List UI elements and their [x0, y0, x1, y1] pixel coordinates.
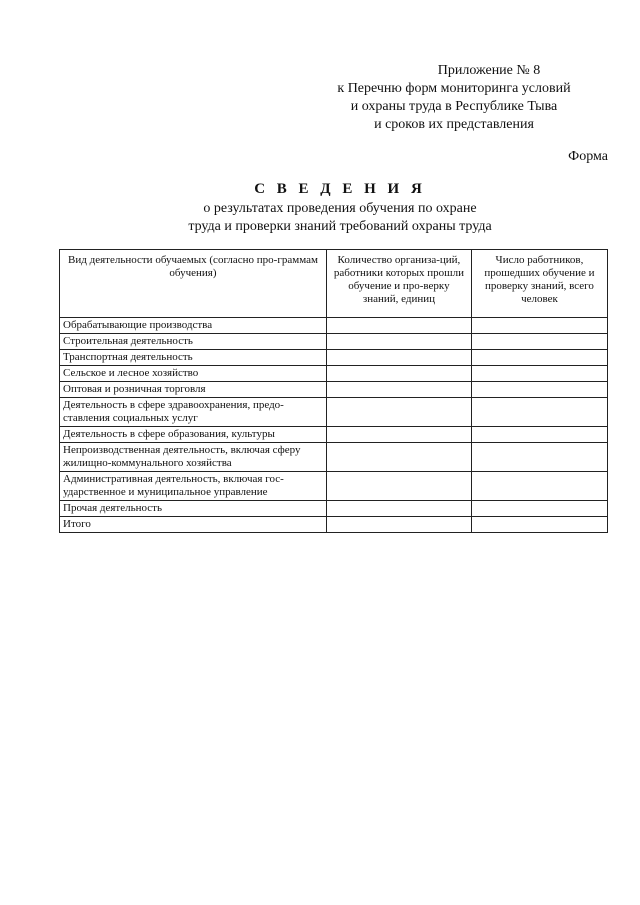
organizations-cell[interactable]	[326, 427, 471, 443]
appendix-number: Приложение № 8	[437, 63, 541, 78]
organizations-cell[interactable]	[326, 350, 471, 366]
row-label: Оптовая и розничная торговля	[60, 382, 327, 398]
row-label: Прочая деятельность	[60, 501, 327, 517]
appendix-reference-line-2: и охраны труда в Республике Тыва	[350, 99, 558, 114]
row-label: Обрабатывающие производства	[60, 318, 327, 334]
workers-cell[interactable]	[471, 517, 607, 533]
table-row	[60, 382, 608, 398]
table-row	[60, 472, 608, 501]
row-label: Сельское и лесное хозяйство	[60, 366, 327, 382]
workers-cell[interactable]	[471, 350, 607, 366]
organizations-cell[interactable]	[326, 382, 471, 398]
appendix-header	[304, 62, 604, 134]
row-label: Деятельность в сфере образования, культуры	[60, 427, 327, 443]
row-label: Непроизводственная деятельность, включая сферу жилищно-коммунального хозяйства	[60, 443, 327, 472]
row-label: Транспортная деятельность	[60, 350, 327, 366]
report-table	[59, 249, 608, 533]
document-title: С В Е Д Е Н И Я	[254, 181, 426, 197]
workers-cell[interactable]	[471, 382, 607, 398]
workers-cell[interactable]	[471, 398, 607, 427]
table-row-total	[60, 517, 608, 533]
organizations-cell[interactable]	[326, 517, 471, 533]
workers-cell[interactable]	[471, 366, 607, 382]
subtitle-line-1: о результатах проведения обучения по охране	[203, 201, 477, 216]
table-row	[60, 443, 608, 472]
table-header-row	[60, 250, 608, 318]
organizations-cell[interactable]	[326, 318, 471, 334]
appendix-reference-line-1: к Перечню форм мониторинга условий	[337, 81, 571, 96]
organizations-cell[interactable]	[326, 366, 471, 382]
form-label: Форма	[568, 149, 608, 164]
row-label: Итого	[60, 517, 327, 533]
row-label: Строительная деятельность	[60, 334, 327, 350]
row-label: Административная деятельность, включая гос-ударственное и муниципальное управление	[60, 472, 327, 501]
header-workers-count: Число работников, прошедших обучение и проверку знаний, всего человек	[471, 250, 607, 318]
table-row	[60, 318, 608, 334]
workers-cell[interactable]	[471, 472, 607, 501]
table-row	[60, 501, 608, 517]
table-row	[60, 427, 608, 443]
subtitle-line-2: труда и проверки знаний требований охраны труда	[188, 219, 492, 234]
organizations-cell[interactable]	[326, 334, 471, 350]
organizations-cell[interactable]	[326, 443, 471, 472]
workers-cell[interactable]	[471, 501, 607, 517]
organizations-cell[interactable]	[326, 501, 471, 517]
table-row	[60, 334, 608, 350]
row-label: Деятельность в сфере здравоохранения, предо-ставления социальных услуг	[60, 398, 327, 427]
header-activity-type: Вид деятельности обучаемых (согласно про-граммам обучения)	[60, 250, 327, 318]
appendix-reference-line-3: и сроков их представления	[374, 117, 534, 132]
table-row	[60, 366, 608, 382]
workers-cell[interactable]	[471, 334, 607, 350]
document-subtitle	[0, 200, 640, 236]
workers-cell[interactable]	[471, 427, 607, 443]
organizations-cell[interactable]	[326, 398, 471, 427]
table-row	[60, 398, 608, 427]
header-organizations-count: Количество организа-ций, работники которых прошли обучение и про-верку знаний, единиц	[326, 250, 471, 318]
workers-cell[interactable]	[471, 443, 607, 472]
workers-cell[interactable]	[471, 318, 607, 334]
table-row	[60, 350, 608, 366]
organizations-cell[interactable]	[326, 472, 471, 501]
